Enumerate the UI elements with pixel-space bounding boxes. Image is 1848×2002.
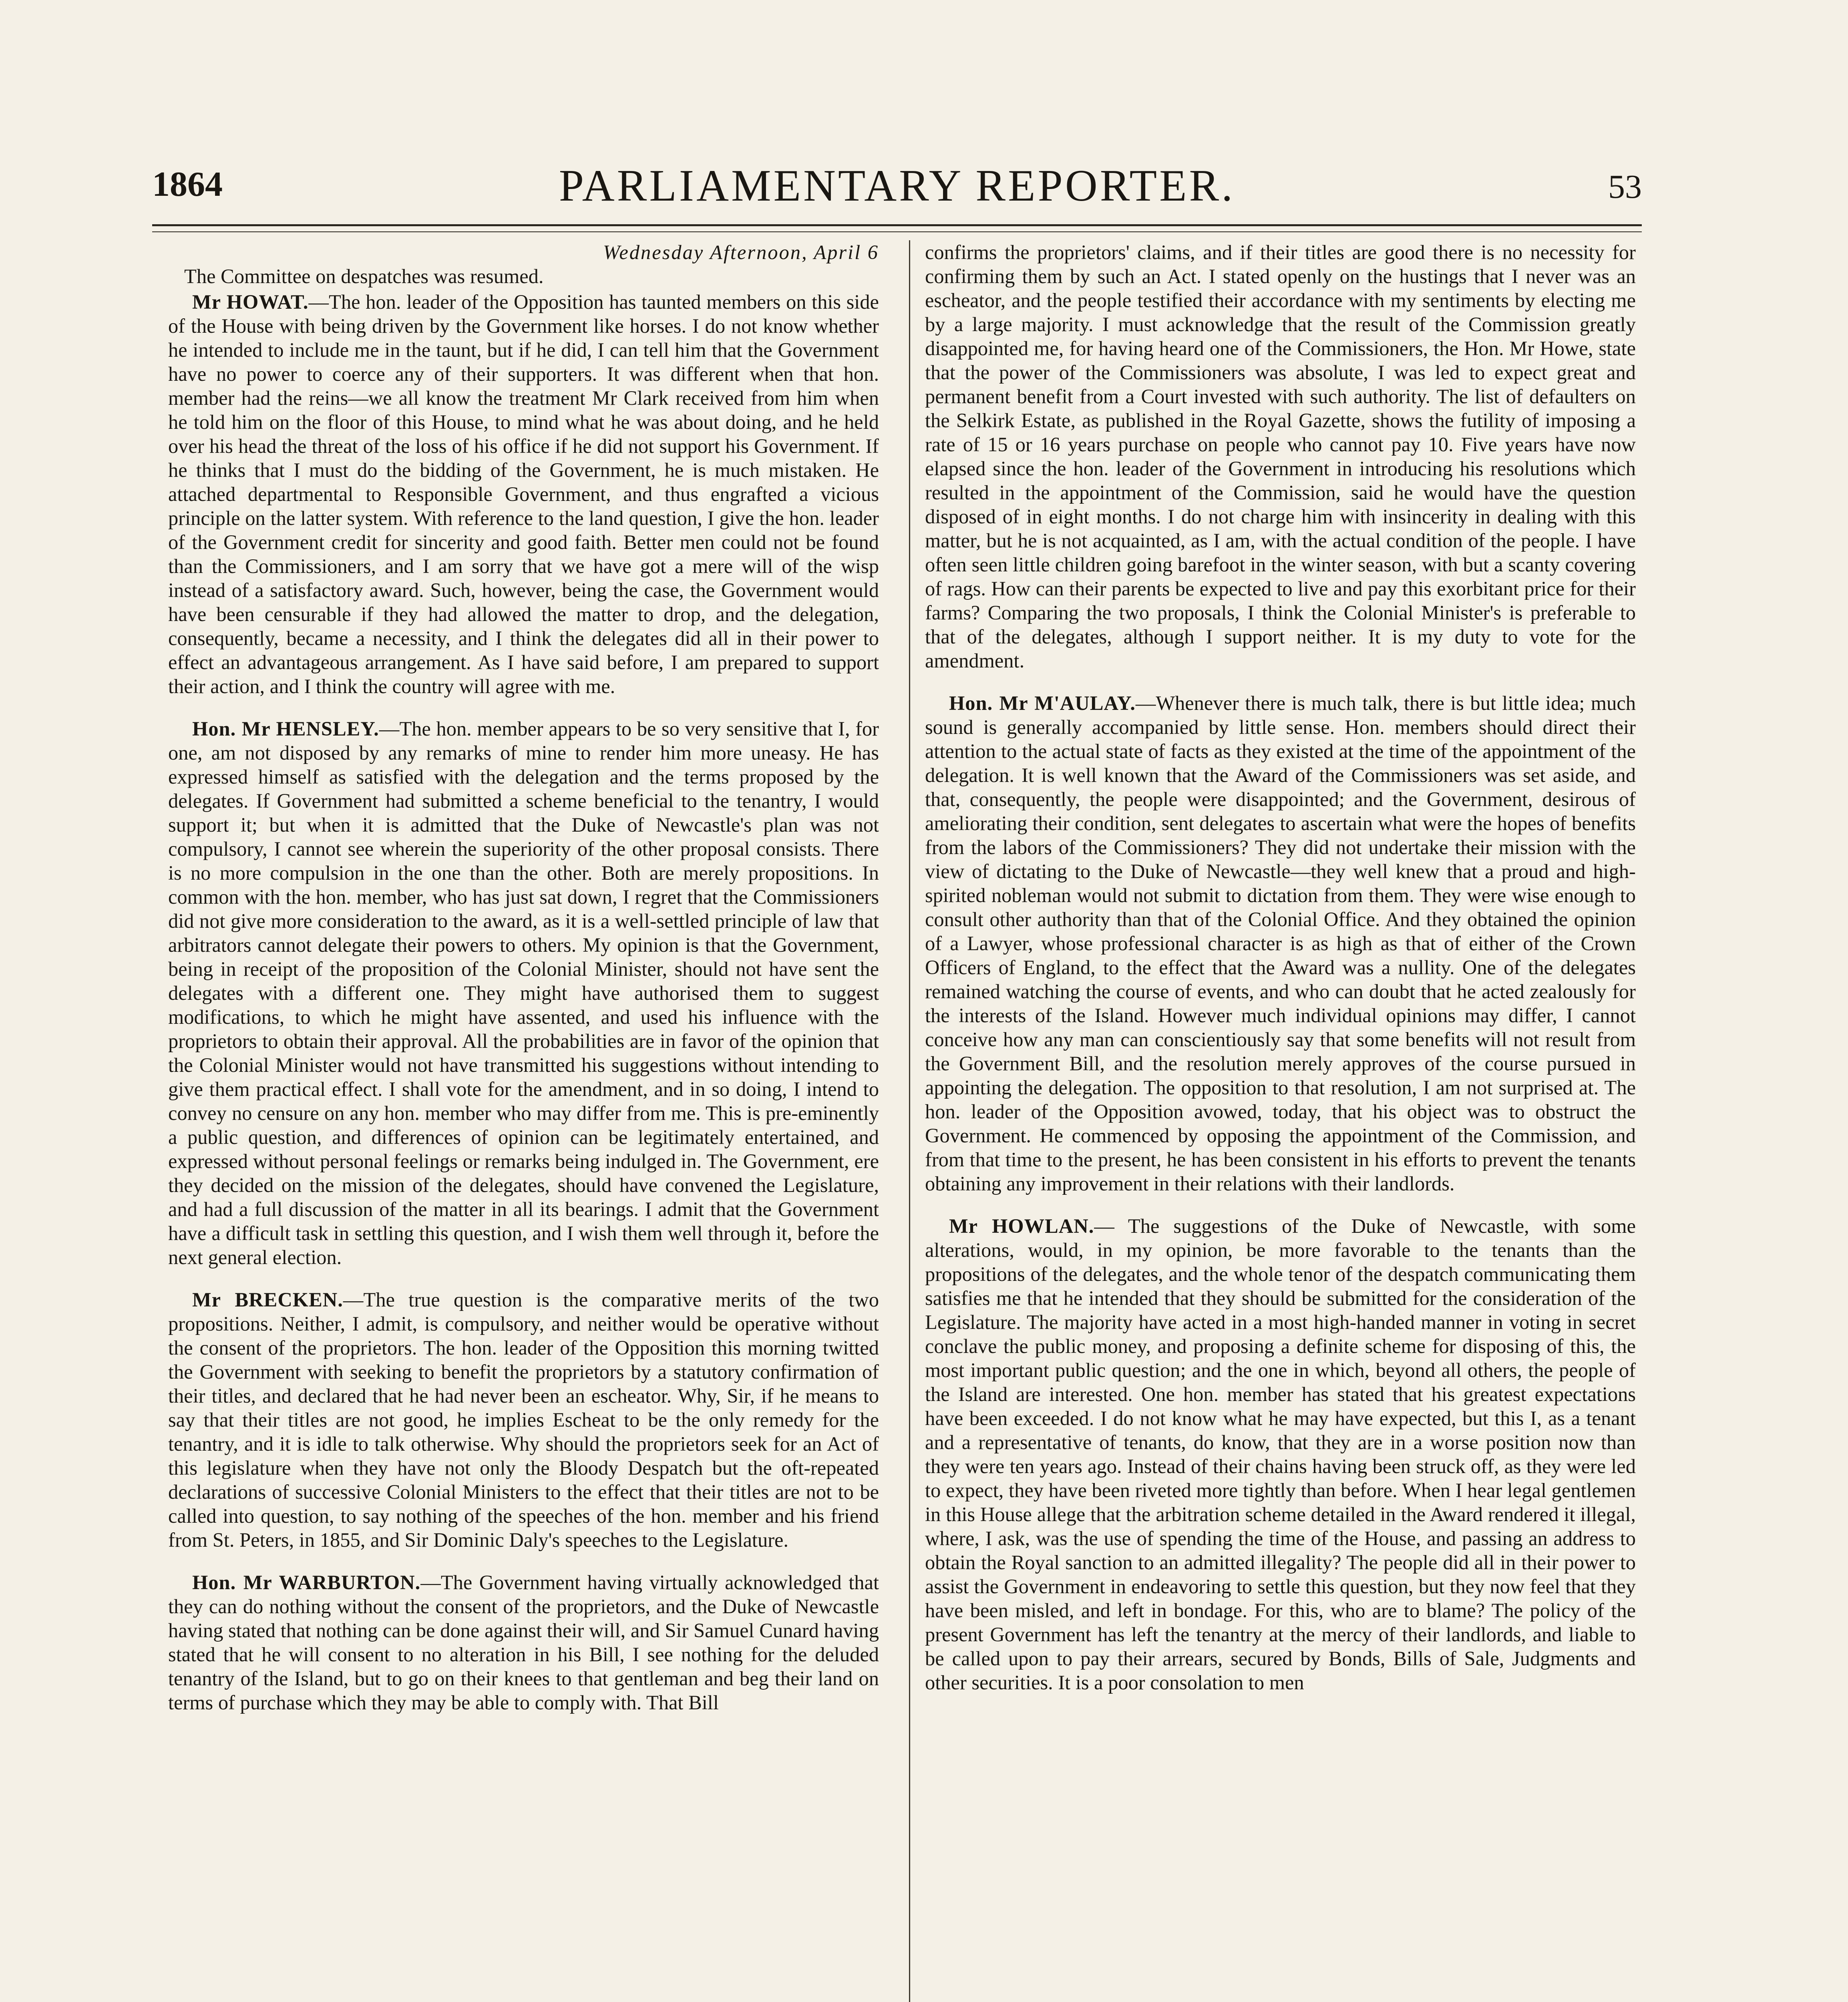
speech-howlan	[925, 1214, 1636, 1694]
header-rule	[152, 224, 1642, 226]
header-page-number: 53	[1608, 168, 1642, 205]
speaker-name: Mr HOWLAN.	[949, 1215, 1094, 1237]
speaker-name: Hon. Mr HENSLEY.	[192, 718, 379, 740]
speech-hensley	[168, 717, 879, 1269]
left-column	[168, 240, 879, 2002]
header-year: 1864	[152, 165, 223, 204]
speaker-name: Mr HOWAT.	[192, 291, 309, 313]
right-column	[925, 240, 1636, 2002]
speaker-name: Hon. Mr WARBURTON.	[192, 1571, 421, 1594]
page-header	[152, 160, 1642, 216]
speech-warburton-continued: confirms the proprietors' claims, and if their titles are good there is no necessity for confirming them by such an Act. I stated openly on the hustings that I never was an escheator, and the people testified their accordance with my sentiments by electing me by a large majority. I must acknowledge that the result of the Commission greatly disappointed me, for having heard one of the Commissioners, the Hon. Mr Howe, state that the power of the Commissioners was absolute, I was led to expect great and permanent benefit from a Court invested with such authority. The list of defaulters on the Selkirk Estate, as published in the Royal Gazette, shows the futility of imposing a rate of 15 or 16 years purchase on people who cannot pay 10. Five years have now elapsed since the hon. leader of the Government in introducing his resolutions which resulted in the appointment of the Commission, said he would have the question disposed of in eight months. I do not charge him with insincerity in dealing with this matter, but he is not acquainted, as I am, with the actual condition of the people. I have often seen little children going barefoot in the winter season, with but a scanty covering of rags. How can their parents be expected to live and pay this exorbitant price for their farms? Comparing the two proposals, I think the Colonial Minister's is preferable to that of the delegates, although I support neither. It is my duty to vote for the amendment.	[925, 241, 1636, 672]
header-title: PARLIAMENTARY REPORTER.	[559, 161, 1235, 211]
speech-warburton	[168, 1570, 879, 1715]
speech-brecken	[168, 1288, 879, 1552]
speech-howat	[168, 290, 879, 698]
speech-text: —The hon. leader of the Opposition has taunted members on this side of the House with being driven by the Government like horses. I do not know whether he intended to include me in the taunt, but if he did, I can tell him that the Government have no power to coerce any of their supporters. It was different when that hon. member had the reins—we all know the treatment Mr Clark received from him when he told him on the floor of this House, to mind what he was about doing, and he held over his head the threat of the loss of his office if he did not support his Government. If he thinks that I must do the bidding of the Government, he is much mistaken. He attached departmental to Responsible Government, and thus engrafted a vicious principle on the latter system. With reference to the land question, I give the hon. leader of the Government credit for sincerity and good faith. Better men could not be found than the Commissioners, and I am sorry that we have got a mere will of the wisp instead of a satisfactory award. Such, however, being the case, the Government would have been censurable if they had allowed the matter to drop, and the delegation, consequently, became a necessity, and I think the delegates did all in their power to effect an advantageous arrangement. As I have said before, I am prepared to support their action, and I think the country will agree with me.	[168, 291, 879, 697]
speech-text: —The true question is the comparative merits of the two propositions. Neither, I admit, is compulsory, and neither would be operative without the consent of the proprietors. The hon. leader of the Opposition this morning twitted the Government with seeking to benefit the proprietors by a statutory confirmation of their titles, and declared that he had never been an escheator. Why, Sir, if he means to say that their titles are not good, he implies Escheat to be the only remedy for the tenantry, and it is idle to talk otherwise. Why should the proprietors seek for an Act of this legislature when they have not only the Bloody Despatch but the oft-repeated declarations of successive Colonial Ministers to the effect that their titles are not to be called into question, to say nothing of the speeches of the hon. member and his friend from St. Peters, in 1855, and Sir Dominic Daly's speeches to the Legislature.	[168, 1288, 879, 1551]
speech-text: — The suggestions of the Duke of Newcastle, with some alterations, would, in my opinion, be more favorable to the tenants than the propositions of the delegates, and the whole tenor of the despatch communicating them satisfies me that he intended that they should be submitted for the consideration of the Legislature. The majority have acted in a most high-handed manner in voting in secret conclave the public money, and proposing a definite scheme for disposing of this, the most important public question; and the one in which, beyond all others, the people of the Island are interested. One hon. member has stated that his greatest expectations have been exceeded. I do not know what he may have expected, but this I, as a tenant and a representative of tenants, do know, that they are in a worse position now than they were ten years ago. Instead of their chains having been struck off, as they were led to expect, they have been riveted more tightly than before. When I hear legal gentlemen in this House allege that the arbitration scheme detailed in the Award rendered it illegal, where, I ask, was the use of spending the time of the House, and passing an address to obtain the Royal sanction to an admitted illegality? The people did all in their power to assist the Government in endeavoring to settle this question, but they now feel that they have been misled, and left in bondage. For this, who are to blame? The policy of the present Government has left the tenantry at the mercy of their landlords, and liable to be called upon to pay their arrears, secured by Bonds, Bills of Sale, Judgments and other securities. It is a poor consolation to men	[925, 1215, 1636, 1694]
speaker-name: Mr BRECKEN.	[192, 1288, 343, 1311]
committee-resumed-line: The Committee on despatches was resumed.	[184, 265, 544, 287]
speaker-name: Hon. Mr M'AULAY.	[949, 692, 1136, 714]
column-divider	[909, 240, 910, 2002]
speech-text: —The Government having virtually acknowledged that they can do nothing without the consent of the proprietors, and the Duke of Newcastle having stated that nothing can be done against their will, and Sir Samuel Cunard having stated that he will consent to no alteration in his Bill, I see nothing for the deluded tenantry of the Island, but to go on their knees to that gentleman and beg their land on terms of purchase which they may be able to comply with. That Bill	[168, 1571, 879, 1714]
date-line: Wednesday Afternoon, April 6	[603, 241, 879, 263]
header-rule-thin	[152, 231, 1642, 232]
speech-text: —The hon. member appears to be so very sensitive that I, for one, am not disposed by any remarks of mine to render him more uneasy. He has expressed himself as satisfied with the delegation and the terms proposed by the delegates. If Government had submitted a scheme beneficial to the tenantry, I would support it; but when it is admitted that the Duke of Newcastle's plan was not compulsory, I cannot see wherein the superiority of the other proposal consists. There is no more compulsion in the one than the other. Both are merely propositions. In common with the hon. member, who has just sat down, I regret that the Commissioners did not give more consideration to the award, as it is a well-settled principle of law that arbitrators cannot delegate their powers to others. My opinion is that the Government, being in receipt of the proposition of the Colonial Minister, should not have sent the delegates with a different one. They might have authorised them to suggest modifications, to which he might have assented, and used his influence with the proprietors to obtain their approval. All the probabilities are in favor of the opinion that the Colonial Minister would not have transmitted his suggestions without intending to give them practical effect. I shall vote for the amendment, and in so doing, I intend to convey no censure on any hon. member who may differ from me. This is pre-eminently a public question, and differences of opinion can be legitimately entertained, and expressed without personal feelings or remarks being indulged in. The Government, ere they decided on the mission of the delegates, should have convened the Legislature, and had a full discussion of the matter in all its bearings. I admit that the Government have a difficult task in settling this question, and I wish them well through it, before the next general election.	[168, 718, 879, 1268]
speech-maulay	[925, 691, 1636, 1196]
speech-text: —Whenever there is much talk, there is but little idea; much sound is generally accompanied by little sense. Hon. members should direct their attention to the actual state of facts as they existed at the time of the appointment of the delegation. It is well known that the Award of the Commissioners was set aside, and that, consequently, the people were disappointed; and the Government, desirous of ameliorating their condition, sent delegates to ascertain what were the hopes of benefits from the labors of the Commissioners? They did not undertake their mission with the view of dictating to the Duke of Newcastle—they well knew that a proud and high-spirited nobleman would not submit to dictation from them. They were wise enough to consult other authority than that of the Colonial Office. And they obtained the opinion of a Lawyer, whose professional character is as high as that of either of the Crown Officers of England, to the effect that the Award was a nullity. One of the delegates remained watching the course of events, and who can doubt that he acted zealously for the interests of the Island. However much individual opinions may differ, I cannot conceive how any man can conscientiously say that some benefits will not result from the Government Bill, and the resolution merely approves of the course pursued in appointing the delegation. The opposition to that resolution, I am not surprised at. The hon. leader of the Opposition avowed, today, that his object was to obstruct the Government. He commenced by opposing the appointment of the Commission, and from that time to the present, he has been consistent in his efforts to prevent the tenants obtaining any improvement in their relations with their landlords.	[925, 692, 1636, 1195]
